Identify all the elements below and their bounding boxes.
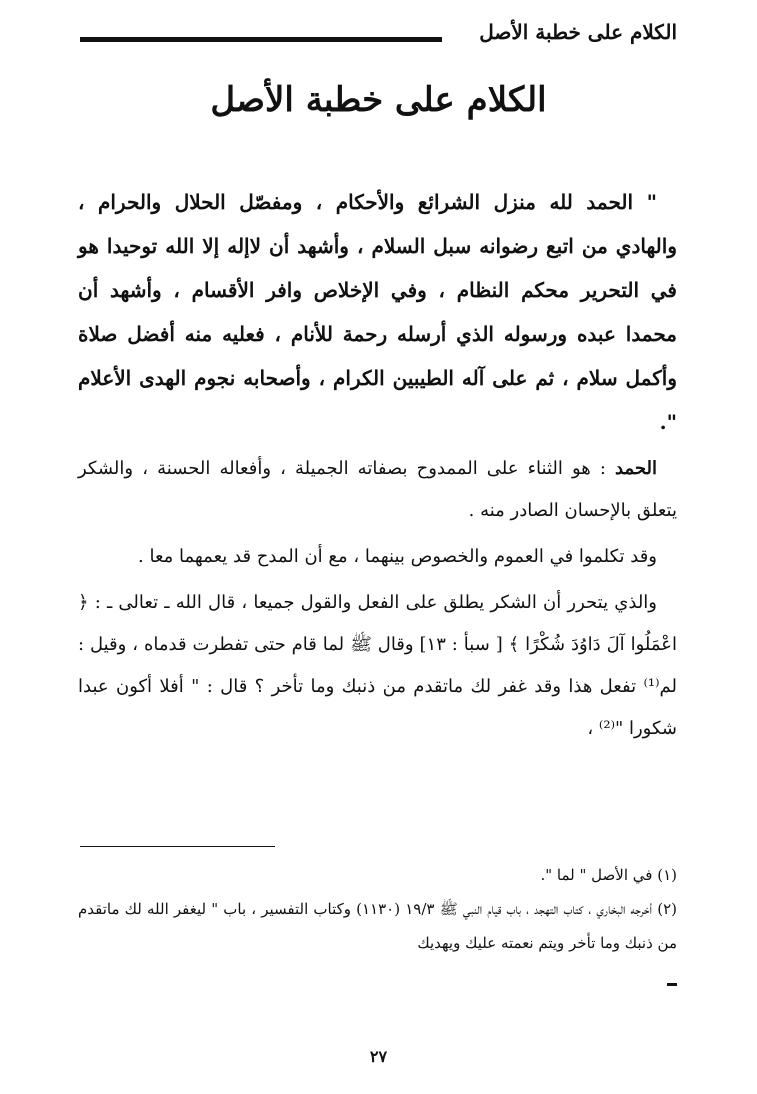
defined-term: الحمد — [615, 458, 657, 479]
footnotes — [78, 858, 677, 998]
paragraph-text: وقد تكلموا في العموم والخصوص بينهما ، مع أن المدح قد يعمهما معا . — [138, 546, 657, 567]
paragraph-text: " الحمد لله منزل الشرائع والأحكام ، ومفصّل الحلال والحرام ، والهادي من اتبع رضوانه سبل السلام ، وأشهد أن لاإله إلا الله توحيدا هو في التحرير محكم النظام ، وفي الإخلاص وافر الأقسام ، وأشهد أن محمدا عبده ورسوله الذي أرسله رحمة للأنام ، فعليه منه أفضل صلاة وأكمل سلام ، ثم على آله الطيبين الكرام ، وأصحابه نجوم الهدى الأعلام ". — [78, 190, 677, 434]
running-header — [80, 12, 677, 52]
discussion-paragraph — [78, 536, 677, 578]
paragraph-text: : هو الثناء على الممدوح بصفاته الجميلة ، وأفعاله الحسنة ، والشكر يتعلق بالإحسان الصادر منه . — [78, 458, 677, 521]
paragraph-text: والذي يتحرر أن الشكر يطلق على الفعل والقول جميعا ، قال الله ـ تعالى ـ : ﴿ اعْمَلُوا آلَ دَاوُدَ شُكْرًا ﴾ [ سبأ : ١٣] وقال ﷺ لما قام حتى تفطرت قدماه ، وقيل : لم⁽¹⁾ تفعل هذا وقد غفر لك ماتقدم من ذنبك وما تأخر ؟ قال : " أفلا أكون عبدا شكورا "⁽²⁾ ، — [78, 592, 677, 739]
footnote-separator — [80, 846, 275, 847]
opening-quote-paragraph — [78, 180, 677, 444]
continuation-mark — [78, 964, 677, 998]
page-number: ٢٧ — [369, 1047, 388, 1066]
running-header-title: الكلام على خطبة الأصل — [479, 20, 677, 44]
footnote-2: (٢) أخرجه البخاري ، كتاب التهجد ، باب قيام النبي ﷺ ١٩/٣ (١١٣٠) وكتاب التفسير ، باب " ليغفر الله لك ماتقدم من ذنبك وما تأخر ويتم نعمته عليك ويهديك — [78, 900, 678, 952]
header-rule — [80, 37, 442, 42]
body-text — [78, 180, 677, 754]
conclusion-paragraph — [78, 582, 677, 750]
chapter-title: الكلام على خطبة الأصل — [210, 80, 547, 120]
footnote-1: (١) في الأصل " لما ". — [540, 866, 677, 884]
definition-paragraph — [78, 448, 677, 532]
